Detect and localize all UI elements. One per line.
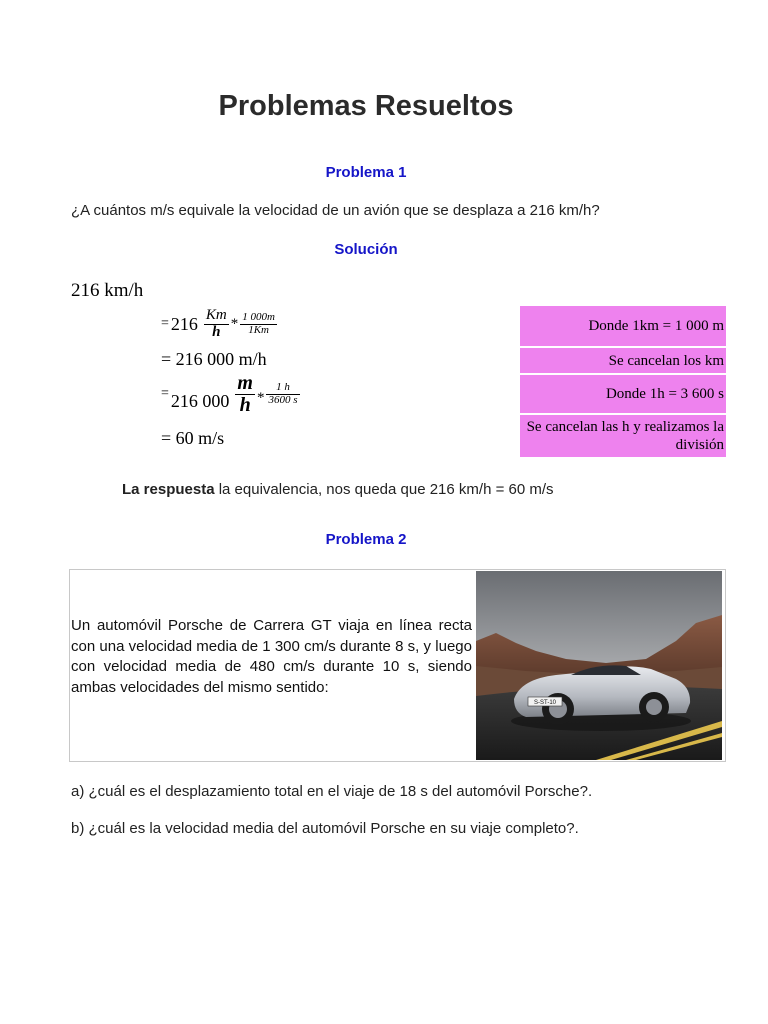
- conversion-denominator: 1Km: [248, 323, 269, 336]
- explanation-table: [520, 304, 726, 459]
- fraction-numerator: Km: [205, 306, 227, 323]
- step-3-coefficient: 216 000: [170, 390, 230, 411]
- step-1-coefficient: 216: [170, 313, 198, 334]
- solution-heading: Solución: [334, 241, 398, 258]
- step-2-equation: = 216 000 m/h: [161, 349, 267, 369]
- step-4-equation: = 60 m/s: [161, 428, 225, 448]
- answer-line: [122, 480, 554, 499]
- conversion-fraction: [240, 312, 277, 336]
- step-3-equation: [161, 372, 300, 416]
- conversion-denominator: 3600 s: [268, 393, 298, 406]
- problem-1-question: ¿A cuántos m/s equivale la velocidad de un avión que se desplaza a 216 km/h?: [71, 202, 600, 219]
- note-cell: Donde 1km = 1 000 m: [520, 306, 726, 346]
- units-fraction: [204, 308, 229, 341]
- problem-2-statement: Un automóvil Porsche de Carrera GT viaja en línea recta con una velocidad media de 1 300 cm/s durante 8 s, y luego con velocidad media de 480 cm/s durante 10 s, siendo ambas velocidades del mismo sentido:: [71, 617, 472, 696]
- start-value: 216 km/h: [71, 280, 144, 301]
- answer-text: la equivalencia, nos queda que 216 km/h = 60 m/s: [214, 481, 554, 498]
- step-1-equation: [161, 304, 277, 344]
- conversion-numerator: 1 h: [266, 382, 299, 395]
- conversion-fraction: [266, 382, 299, 406]
- car-photo-icon: [476, 571, 722, 760]
- license-plate: S-ST-10: [533, 700, 557, 706]
- problem-2-heading: Problema 2: [325, 531, 407, 548]
- multiply-sign: *: [256, 389, 265, 406]
- porsche-car-image: [476, 571, 722, 760]
- note-cell: Se cancelan los km: [520, 348, 726, 373]
- question-b: b) ¿cuál es la velocidad media del automóvil Porsche en su viaje completo?.: [71, 820, 579, 837]
- fraction-numerator: m: [237, 371, 253, 394]
- problem-1-heading: Problema 1: [325, 164, 407, 181]
- units-fraction: [235, 373, 255, 416]
- note-cell: Se cancelan las h y realizamos la división: [520, 415, 726, 457]
- answer-label: La respuesta: [122, 481, 215, 498]
- question-a: a) ¿cuál es el desplazamiento total en el viaje de 18 s del automóvil Porsche?.: [71, 783, 593, 800]
- conversion-numerator: 1 000m: [242, 310, 275, 323]
- note-cell: Donde 1h = 3 600 s: [520, 375, 726, 413]
- equals-sign: =: [161, 386, 169, 401]
- page-title: Problemas Resueltos: [218, 90, 514, 122]
- fraction-denominator: h: [239, 393, 251, 416]
- fraction-denominator: h: [212, 323, 221, 340]
- multiply-sign: *: [230, 315, 239, 332]
- equals-sign: =: [161, 316, 169, 331]
